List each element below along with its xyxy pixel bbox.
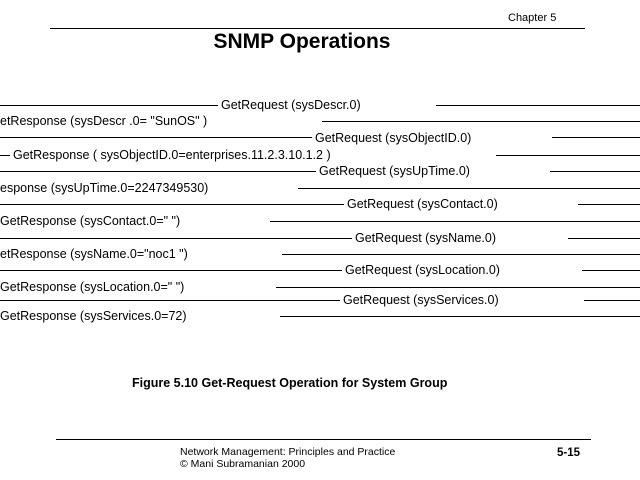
line-right (436, 105, 640, 106)
message-label: GetResponse (sysServices.0=72) (0, 309, 187, 323)
line-left (0, 171, 316, 172)
line-right (568, 238, 640, 239)
message-label: GetRequest (sysContact.0) (347, 197, 498, 211)
message-label: esponse (sysUpTime.0=2247349530) (0, 181, 209, 195)
line-left (0, 204, 344, 205)
line-left (0, 270, 342, 271)
message-label: GetResponse (sysLocation.0=" ") (0, 280, 185, 294)
line-left (0, 300, 340, 301)
footer-copyright: © Mani Subramanian 2000 (180, 458, 306, 470)
message-label: GetRequest (sysObjectID.0) (315, 131, 472, 145)
line-right (270, 221, 640, 222)
line-right (582, 270, 640, 271)
message-label: GetRequest (sysLocation.0) (345, 263, 500, 277)
footer-book-title: Network Management: Principles and Practice (180, 446, 396, 458)
line-left (0, 137, 312, 138)
message-label: GetResponse ( sysObjectID.0=enterprises.11.2.3.10.1.2 ) (13, 148, 331, 162)
page-title: SNMP Operations (213, 30, 391, 53)
line-right (276, 287, 640, 288)
message-label: etResponse (sysDescr .0= "SunOS" ) (0, 114, 208, 128)
bottom-divider (56, 439, 591, 440)
line-right (584, 300, 640, 301)
figure-caption: Figure 5.10 Get-Request Operation for System Group (132, 376, 448, 390)
footer-credit (180, 446, 395, 470)
chapter-label: Chapter 5 (508, 12, 557, 24)
message-label: GetRequest (sysServices.0) (343, 293, 499, 307)
message-label: GetRequest (sysDescr.0) (221, 98, 361, 112)
message-label: etResponse (sysName.0="noc1 ") (0, 247, 188, 261)
line-right (550, 171, 640, 172)
line-right (280, 316, 640, 317)
line-right (322, 121, 640, 122)
line-right (578, 204, 640, 205)
line-right (552, 137, 640, 138)
line-right (282, 254, 640, 255)
line-left (0, 238, 352, 239)
line-left (0, 155, 10, 156)
line-right (298, 188, 640, 189)
page-number: 5-15 (557, 447, 581, 459)
message-label: GetRequest (sysName.0) (355, 231, 497, 245)
message-label: GetResponse (sysContact.0=" ") (0, 214, 181, 228)
line-left (0, 105, 218, 106)
top-divider (50, 28, 585, 29)
line-right (496, 155, 640, 156)
message-label: GetRequest (sysUpTime.0) (319, 164, 470, 178)
